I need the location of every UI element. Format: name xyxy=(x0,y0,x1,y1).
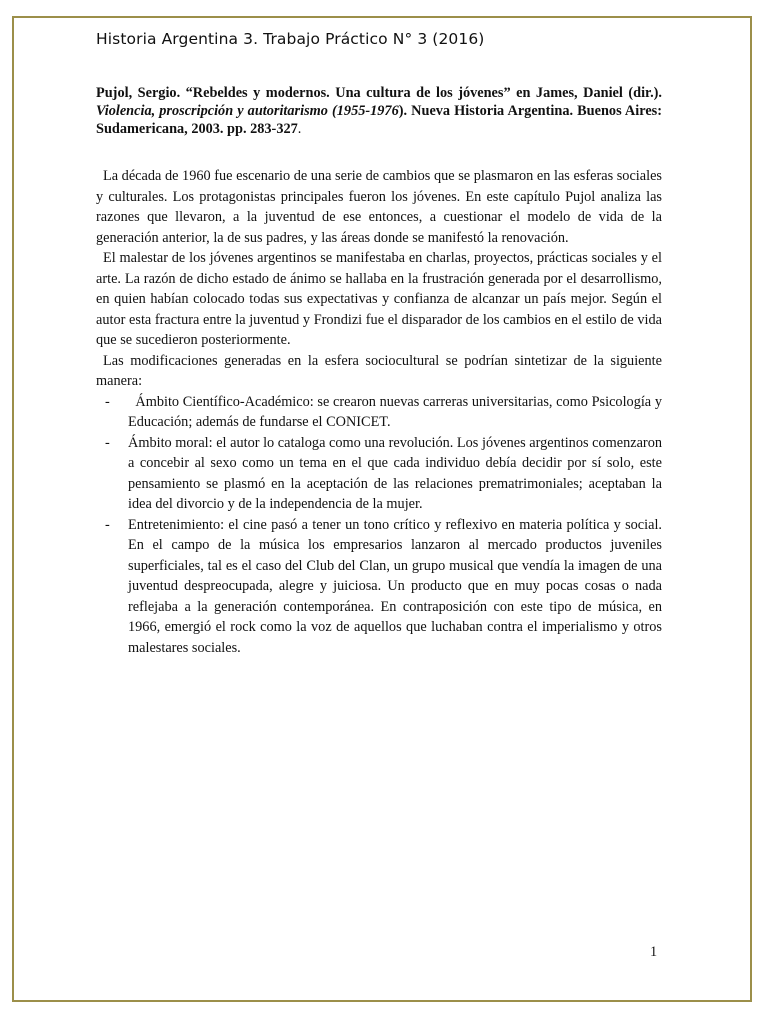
citation-book-title: Violencia, proscripción y autoritarismo (1955-1976 xyxy=(96,103,399,119)
bibliographic-citation xyxy=(96,84,662,138)
citation-publisher: ). Nueva Historia Argentina. Buenos Aires: Sudamericana, 2003. pp. 283-327 xyxy=(96,103,662,137)
paragraph-malestar: El malestar de los jóvenes argentinos se manifestaba en charlas, proyectos, prácticas sociales y el arte. La razón de dicho estado de ánimo se hallaba en la frustración generada por el desarrollismo, en quien habían colocado todas sus expectativas y confianza de alcanzar un país mejor. Según el autor esta fractura entre la juventud y Frondizi fue el disparador de los cambios en el estilo de vida que se sucedieron posteriormente. xyxy=(96,250,662,348)
page-number: 1 xyxy=(650,944,658,960)
list-item-text: Ámbito moral: el autor lo cataloga como una revolución. Los jóvenes argentinos comenzaron a concebir al sexo como un tema en el que cada individuo debía decidir por sí solo, este pensamiento se plasmó en la aceptación de las relaciones prematrimoniales; aceptaban la idea del divorcio y de la independencia de la mujer. xyxy=(128,434,662,512)
list-item xyxy=(96,392,666,433)
list-item-text: Entretenimiento: el cine pasó a tener un tono crítico y reflexivo en materia política y social. En el campo de la música los empresarios lanzaron al mercado productos juveniles superficiales, tal es el caso del Club del Clan, un grupo musical que vendía la imagen de una juventud despreocupada, alegre y juiciosa. Un producto que en muy pocas cosas o nada reflejaba a la generación contemporánea. En contraposición con este tipo de música, en 1966, emergió el rock como la voz de aquellos que luchaban contra el imperialismo y otros malestares sociales. xyxy=(128,516,662,656)
list-item-text: Ámbito Científico-Académico: se crearon nuevas carreras universitarias, como Psicología y Educación; además de fundarse el CONICET. xyxy=(128,393,666,430)
list-item xyxy=(96,433,662,515)
changes-list xyxy=(96,392,666,659)
list-dash: - xyxy=(105,434,110,451)
citation-authors: Pujol, Sergio. “Rebeldes y modernos. Una cultura de los jóvenes” en James, Daniel (dir.). xyxy=(96,85,662,101)
list-item xyxy=(96,515,662,659)
paragraph-modificaciones: Las modificaciones generadas en la esfera sociocultural se podrían sintetizar de la siguiente manera: xyxy=(96,352,662,389)
citation-end: . xyxy=(297,121,302,137)
document-heading: Historia Argentina 3. Trabajo Práctico N° 3 (2016) xyxy=(96,30,485,48)
document-body xyxy=(96,30,666,658)
list-dash: - xyxy=(105,393,110,410)
paragraph-intro: La década de 1960 fue escenario de una serie de cambios que se plasmaron en las esferas sociales y culturales. Los protagonistas principales fueron los jóvenes. En este capítulo Pujol analiza las razones que llevaron, a la juventud de ese entonces, a cuestionar el modelo de vida de la generación anterior, la de sus padres, y las áreas donde se manifestó la renovación. xyxy=(96,168,662,246)
list-dash: - xyxy=(105,516,110,533)
